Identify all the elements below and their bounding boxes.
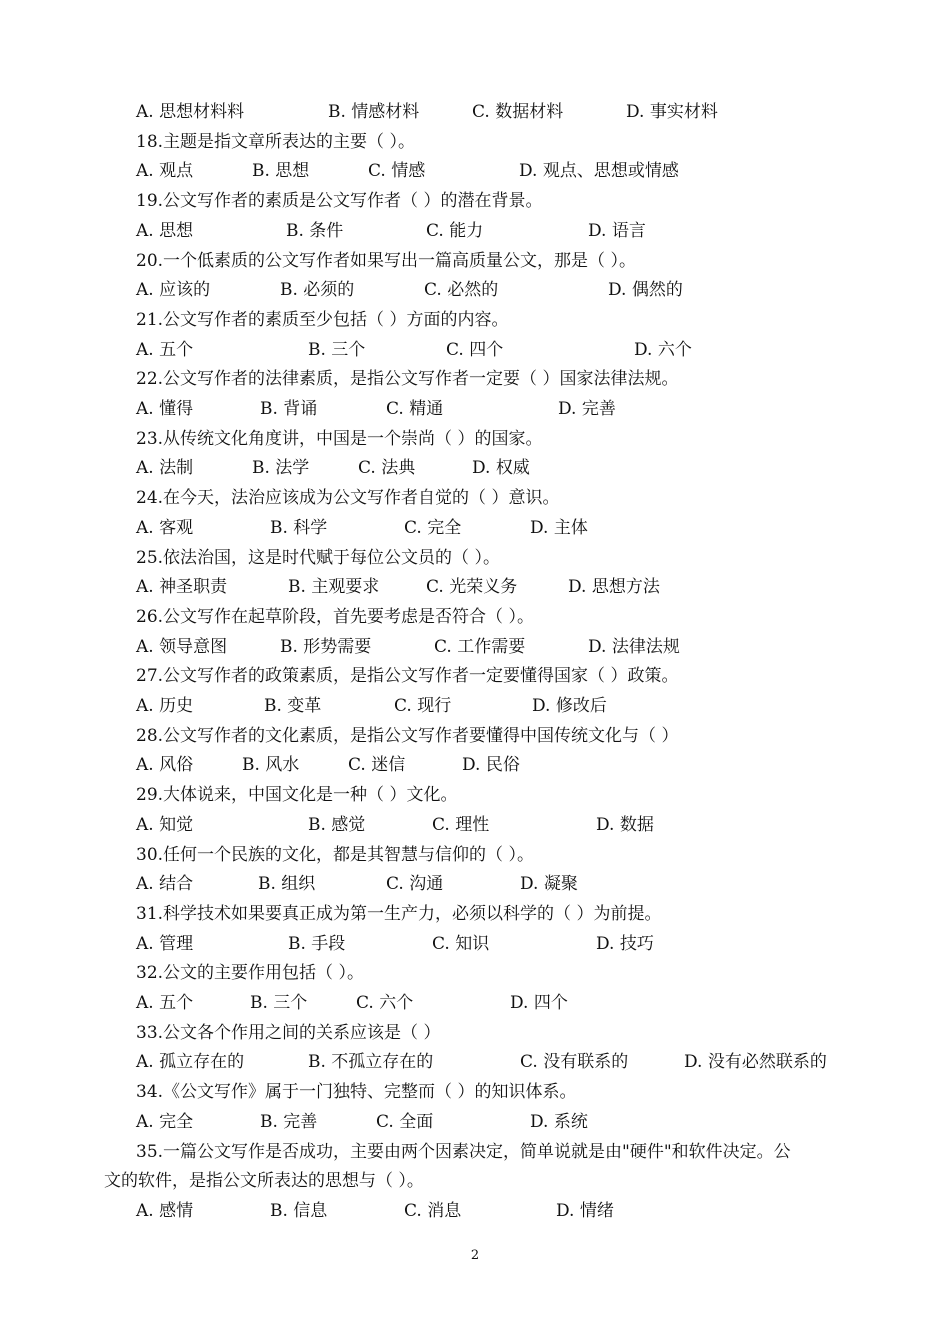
option-c: C. 理性 <box>432 814 490 835</box>
option-a: A. 知觉 <box>136 814 194 835</box>
option-d: D. 完善 <box>558 399 616 419</box>
question-text: 33.公文各个作用之间的关系应该是（ ） <box>136 1022 441 1043</box>
question-text: 21.公文写作者的素质至少包括（ ）方面的内容。 <box>136 309 509 330</box>
option-a: A. 客观 <box>136 517 194 538</box>
option-b: B. 三个 <box>250 993 308 1013</box>
option-c: C. 光荣义务 <box>426 577 518 598</box>
question-text: 34.《公文写作》属于一门独特、完整而（ ）的知识体系。 <box>136 1082 577 1103</box>
option-c: C. 情感 <box>368 161 426 182</box>
option-b: B. 三个 <box>308 339 366 360</box>
question-text: 28.公文写作者的文化素质，是指公文写作者要懂得中国传统文化与（ ） <box>136 725 679 746</box>
option-b: B. 组织 <box>258 874 316 895</box>
option-a: A. 孤立存在的 <box>136 1052 245 1073</box>
option-b: B. 情感材料 <box>328 102 420 122</box>
option-d: D. 系统 <box>530 1111 588 1132</box>
option-c: C. 法典 <box>358 458 416 479</box>
option-b: B. 完善 <box>260 1111 318 1132</box>
option-c: C. 全面 <box>376 1111 434 1132</box>
option-b: B. 思想 <box>252 161 310 182</box>
option-d: D. 技巧 <box>596 933 654 954</box>
option-b: B. 背诵 <box>260 399 318 419</box>
question-text: 22.公文写作者的法律素质，是指公文写作者一定要（ ）国家法律法规。 <box>136 369 679 390</box>
option-a: A. 思想 <box>136 220 194 241</box>
question-text: 26.公文写作在起草阶段，首先要考虑是否符合（ ）。 <box>136 606 534 627</box>
option-d: D. 权威 <box>472 458 530 479</box>
option-b: B. 条件 <box>286 220 344 241</box>
question-text: 27.公文写作者的政策素质，是指公文写作者一定要懂得国家（ ）政策。 <box>136 666 679 687</box>
option-a: A. 风俗 <box>136 755 194 776</box>
question-text-continued: 文的软件，是指公文所表达的思想与（ ）。 <box>104 1171 424 1192</box>
option-b: B. 科学 <box>270 517 328 538</box>
option-b: B. 不孤立存在的 <box>308 1052 434 1073</box>
option-b: B. 形势需要 <box>280 636 372 657</box>
option-c: C. 数据材料 <box>472 102 564 122</box>
option-a: A. 五个 <box>136 993 194 1013</box>
option-d: D. 法律法规 <box>588 636 680 657</box>
option-c: C. 能力 <box>426 220 484 241</box>
question-text: 29.大体说来，中国文化是一种（ ）文化。 <box>136 785 458 806</box>
question-text: 20.一个低素质的公文写作者如果写出一篇高质量公文，那是（ ）。 <box>136 250 636 271</box>
question-text: 23.从传统文化角度讲，中国是一个崇尚（ ）的国家。 <box>136 428 543 449</box>
option-a: A. 神圣职责 <box>136 577 228 598</box>
option-b: B. 手段 <box>288 933 346 954</box>
page-number: 2 <box>470 1248 480 1263</box>
option-b: B. 变革 <box>264 696 322 716</box>
option-d: D. 观点、思想或情感 <box>519 161 679 182</box>
option-d: D. 没有必然联系的 <box>684 1052 827 1073</box>
option-a: A. 历史 <box>136 696 194 716</box>
option-a: A. 领导意图 <box>136 636 228 657</box>
option-d: D. 六个 <box>634 339 692 360</box>
question-text: 18.主题是指文章所表达的主要（ ）。 <box>136 131 415 152</box>
option-a: A. 应该的 <box>136 280 211 301</box>
option-b: B. 风水 <box>242 755 300 776</box>
option-d: D. 事实材料 <box>626 102 718 122</box>
option-a: A. 完全 <box>136 1111 194 1132</box>
question-text: 32.公文的主要作用包括（ ）。 <box>136 963 364 984</box>
option-a: A. 思想材料料 <box>136 102 245 122</box>
option-d: D. 语言 <box>588 220 646 241</box>
option-c: C. 迷信 <box>348 755 406 776</box>
option-a: A. 结合 <box>136 874 194 895</box>
option-b: B. 必须的 <box>280 280 355 301</box>
option-c: C. 现行 <box>394 696 452 716</box>
question-text: 24.在今天，法治应该成为公文写作者自觉的（ ）意识。 <box>136 488 560 509</box>
option-c: C. 知识 <box>432 933 490 954</box>
question-text: 30.任何一个民族的文化，都是其智慧与信仰的（ ）。 <box>136 844 534 865</box>
option-d: D. 修改后 <box>532 696 607 716</box>
option-d: D. 凝聚 <box>520 874 578 895</box>
option-c: C. 消息 <box>404 1200 462 1221</box>
option-a: A. 管理 <box>136 933 194 954</box>
question-text: 25.依法治国，这是时代赋于每位公文员的（ ）。 <box>136 547 500 568</box>
option-c: C. 没有联系的 <box>520 1052 629 1073</box>
option-b: B. 信息 <box>270 1200 328 1221</box>
option-a: A. 法制 <box>136 458 194 479</box>
option-b: B. 法学 <box>252 458 310 479</box>
option-c: C. 四个 <box>446 339 504 360</box>
option-a: A. 五个 <box>136 339 194 360</box>
option-c: C. 完全 <box>404 517 462 538</box>
option-a: A. 感情 <box>136 1200 194 1221</box>
option-d: D. 思想方法 <box>568 577 660 598</box>
option-d: D. 四个 <box>510 993 568 1013</box>
option-c: C. 工作需要 <box>434 636 526 657</box>
option-d: D. 民俗 <box>462 755 520 776</box>
option-b: B. 感觉 <box>308 814 366 835</box>
question-text: 35.一篇公文写作是否成功，主要由两个因素决定，简单说就是由"硬件"和软件决定。公 <box>136 1141 791 1162</box>
option-c: C. 六个 <box>356 993 414 1013</box>
option-c: C. 精通 <box>386 399 444 419</box>
option-d: D. 主体 <box>530 517 588 538</box>
option-a: A. 懂得 <box>136 399 194 419</box>
option-c: C. 沟通 <box>386 874 444 895</box>
option-a: A. 观点 <box>136 161 194 182</box>
option-d: D. 数据 <box>596 814 654 835</box>
question-text: 19.公文写作者的素质是公文写作者（ ）的潜在背景。 <box>136 191 543 212</box>
option-c: C. 必然的 <box>424 280 499 301</box>
option-b: B. 主观要求 <box>288 577 380 598</box>
option-d: D. 情绪 <box>556 1200 614 1221</box>
question-text: 31.科学技术如果要真正成为第一生产力，必须以科学的（ ）为前提。 <box>136 903 662 924</box>
option-d: D. 偶然的 <box>608 280 683 301</box>
